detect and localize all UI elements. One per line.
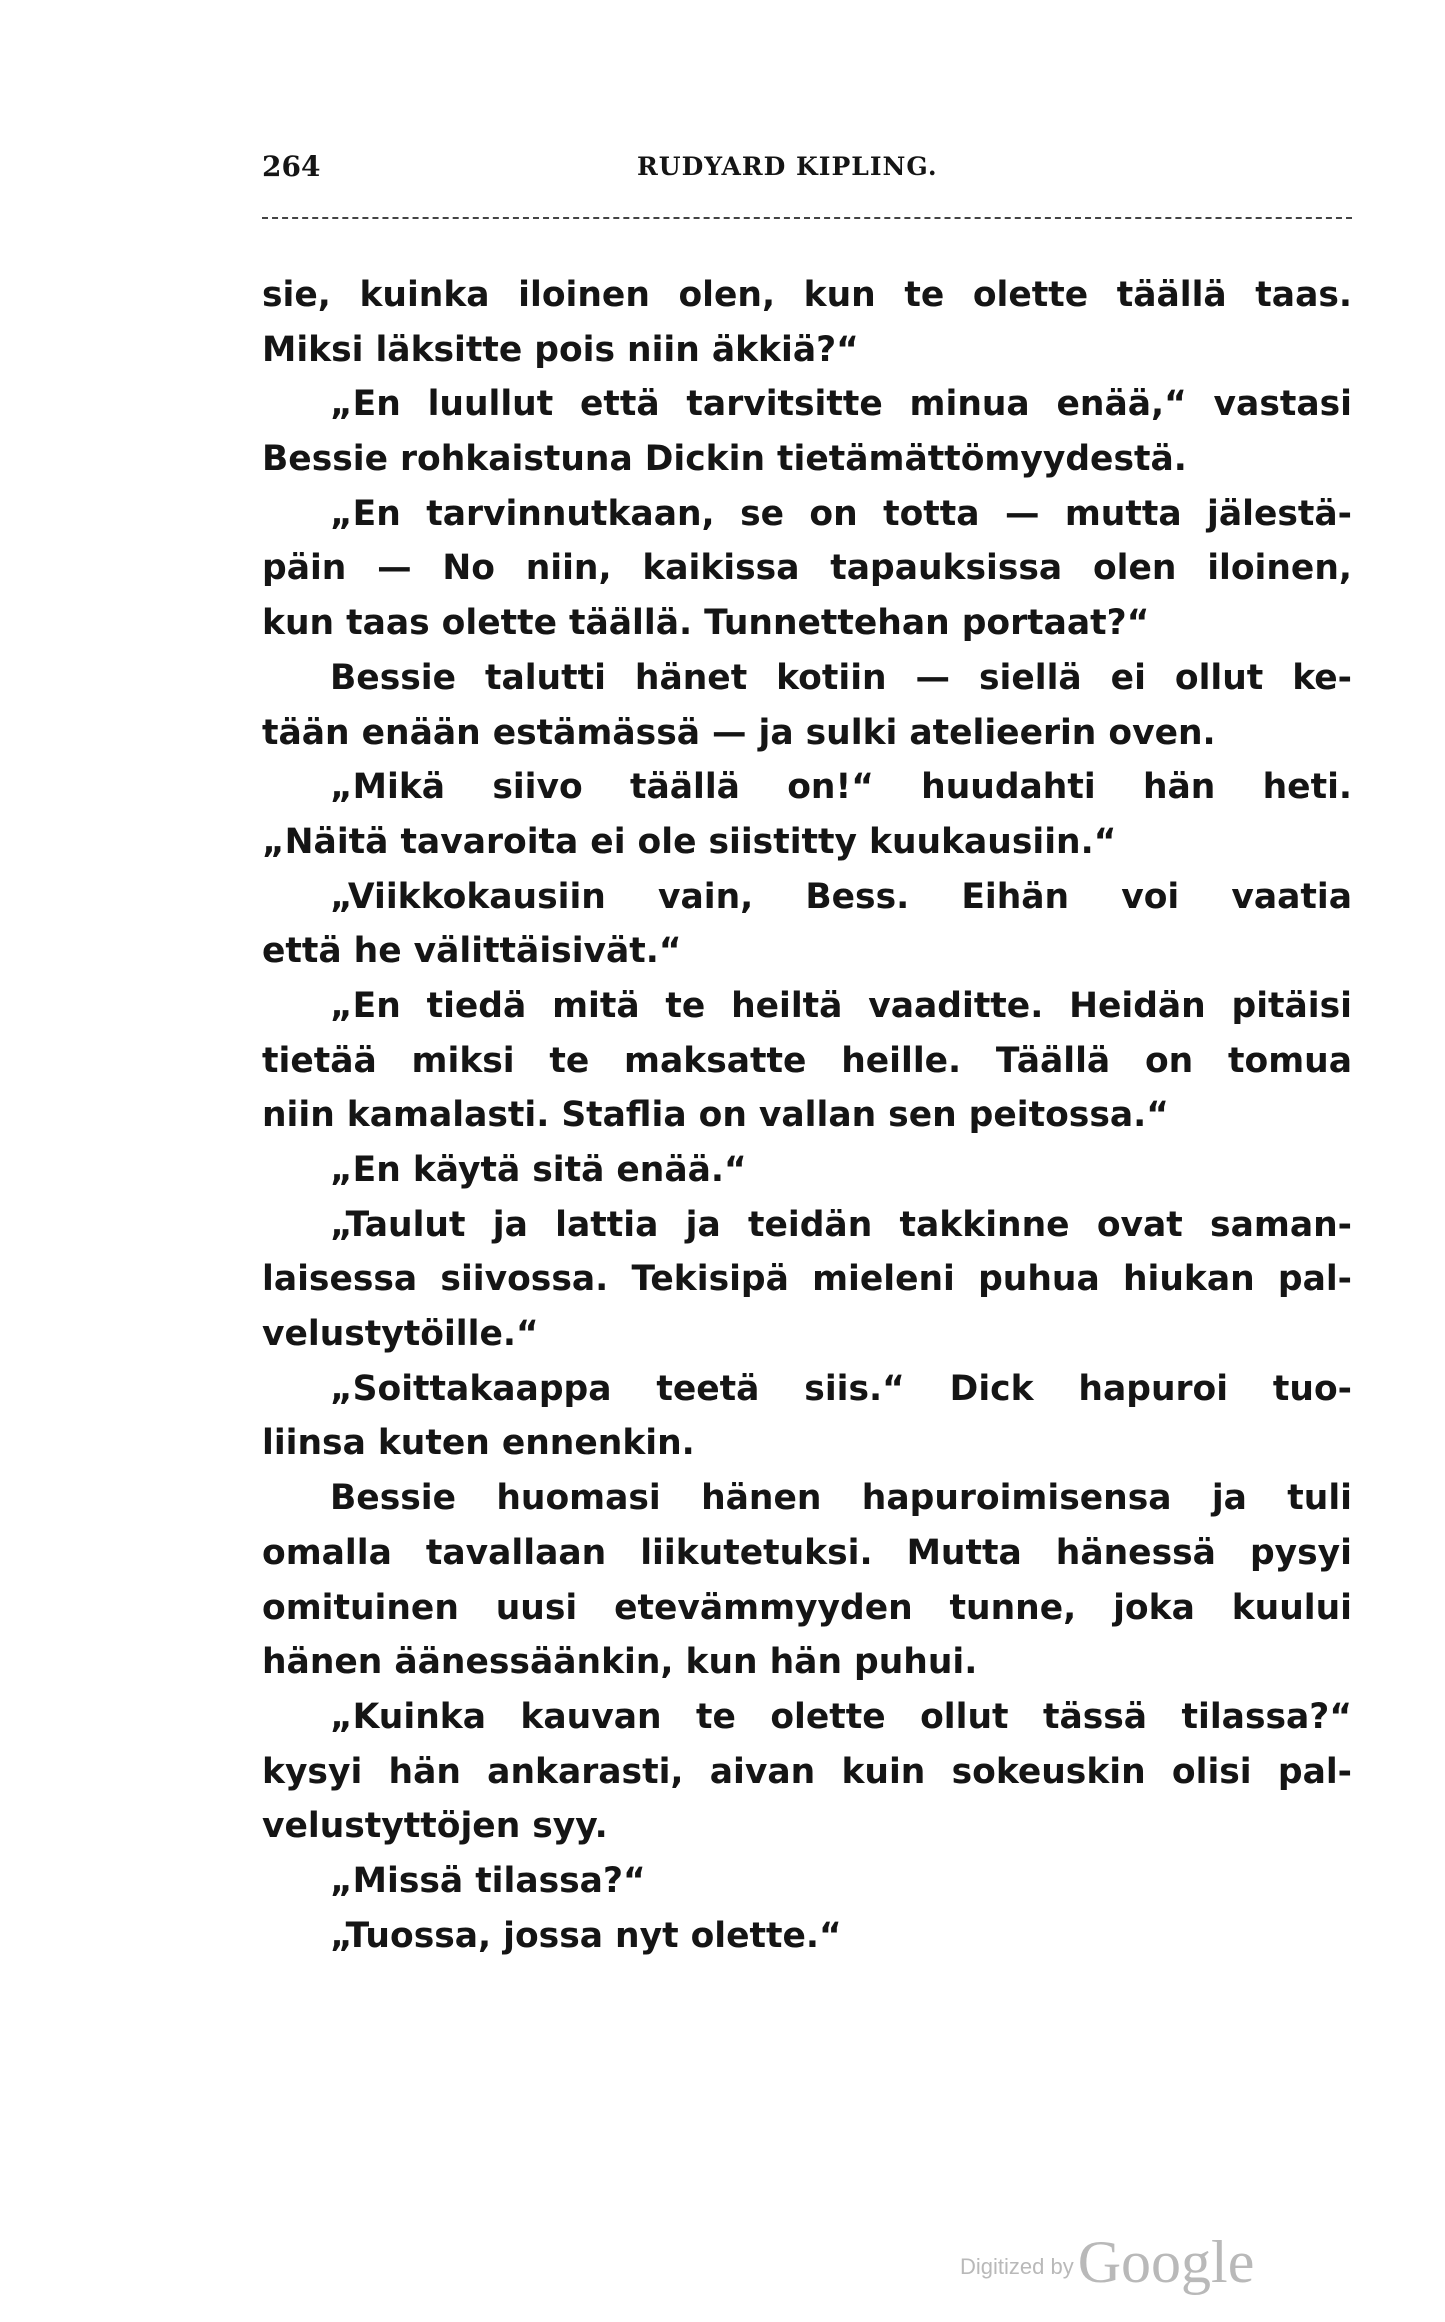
text-line: hänen äänessäänkin, kun hän puhui. [262,1642,978,1683]
text-line: „Kuinka kauvan te olette ollut tässä tilassa?“ [330,1696,1352,1737]
text-line: „Tuossa, jossa nyt olette.“ [330,1915,842,1956]
body-text [262,268,1352,1963]
text-line: tietää miksi te maksatte heille. Täällä on tomua [262,1040,1352,1081]
text-line: Bessie talutti hänet kotiin — siellä ei ollut ke- [330,657,1352,698]
header-divider [262,217,1352,219]
text-line: Bessie huomasi hänen hapuroimisensa ja tuli [330,1478,1352,1519]
text-line: „Näitä tavaroita ei ole siistitty kuukausiin.“ [262,821,1117,862]
watermark-small-text: Digitized by [960,2254,1074,2279]
text-line: omituinen uusi etevämmyyden tunne, joka kuului [262,1587,1352,1628]
text-line: kysyi hän ankarasti, aivan kuin sokeuskin olisi pal- [262,1751,1352,1792]
text-line: Bessie rohkaistuna Dickin tietämättömyydestä. [262,439,1187,480]
text-line: että he välittäisivät.“ [262,931,682,972]
watermark-google-logo: Google [1077,2229,1255,2295]
text-line: „En käytä sitä enää.“ [330,1150,747,1190]
text-line: „En tarvinnutkaan, se on totta — mutta jälestä- [330,493,1352,534]
running-head: RUDYARD KIPLING. [637,152,938,181]
digitized-by-google-watermark [960,2228,1254,2297]
page-number: 264 [262,150,321,183]
text-line: omalla tavallaan liikutetuksi. Mutta hänessä pysyi [262,1532,1352,1573]
text-line: „Soittakaappa teetä siis.“ Dick hapuroi tuo- [330,1368,1352,1409]
text-line: kun taas olette täällä. Tunnettehan portaat?“ [262,603,1150,644]
text-line: sie, kuinka iloinen olen, kun te olette täällä taas. [262,275,1352,315]
text-line: velustytöille.“ [262,1314,539,1355]
text-line: laisessa siivossa. Tekisipä mieleni puhua hiukan pal- [262,1259,1352,1300]
text-line: „En luullut että tarvitsitte minua enää,“ vastasi [330,384,1352,425]
text-line: „Mikä siivo täällä on!“ huudahti hän heti. [330,767,1352,808]
text-line: „Viikkokausiin vain, Bess. Eihän voi vaatia [330,876,1352,917]
text-line: velustyttöjen syy. [262,1806,608,1847]
text-line: niin kamalasti. Staflia on vallan sen peitossa.“ [262,1095,1169,1136]
text-line: „En tiedä mitä te heiltä vaaditte. Heidän pitäisi [330,985,1352,1026]
text-line: Miksi läksitte pois niin äkkiä?“ [262,329,859,370]
text-line: liinsa kuten ennenkin. [262,1423,695,1464]
text-line: „Missä tilassa?“ [330,1860,646,1901]
page-header [262,150,1352,200]
text-line: päin — No niin, kaikissa tapauksissa olen iloinen, [262,548,1352,589]
text-line: tään enään estämässä — ja sulki atelieerin oven. [262,712,1216,753]
text-line: „Taulut ja lattia ja teidän takkinne ovat saman- [330,1204,1352,1245]
